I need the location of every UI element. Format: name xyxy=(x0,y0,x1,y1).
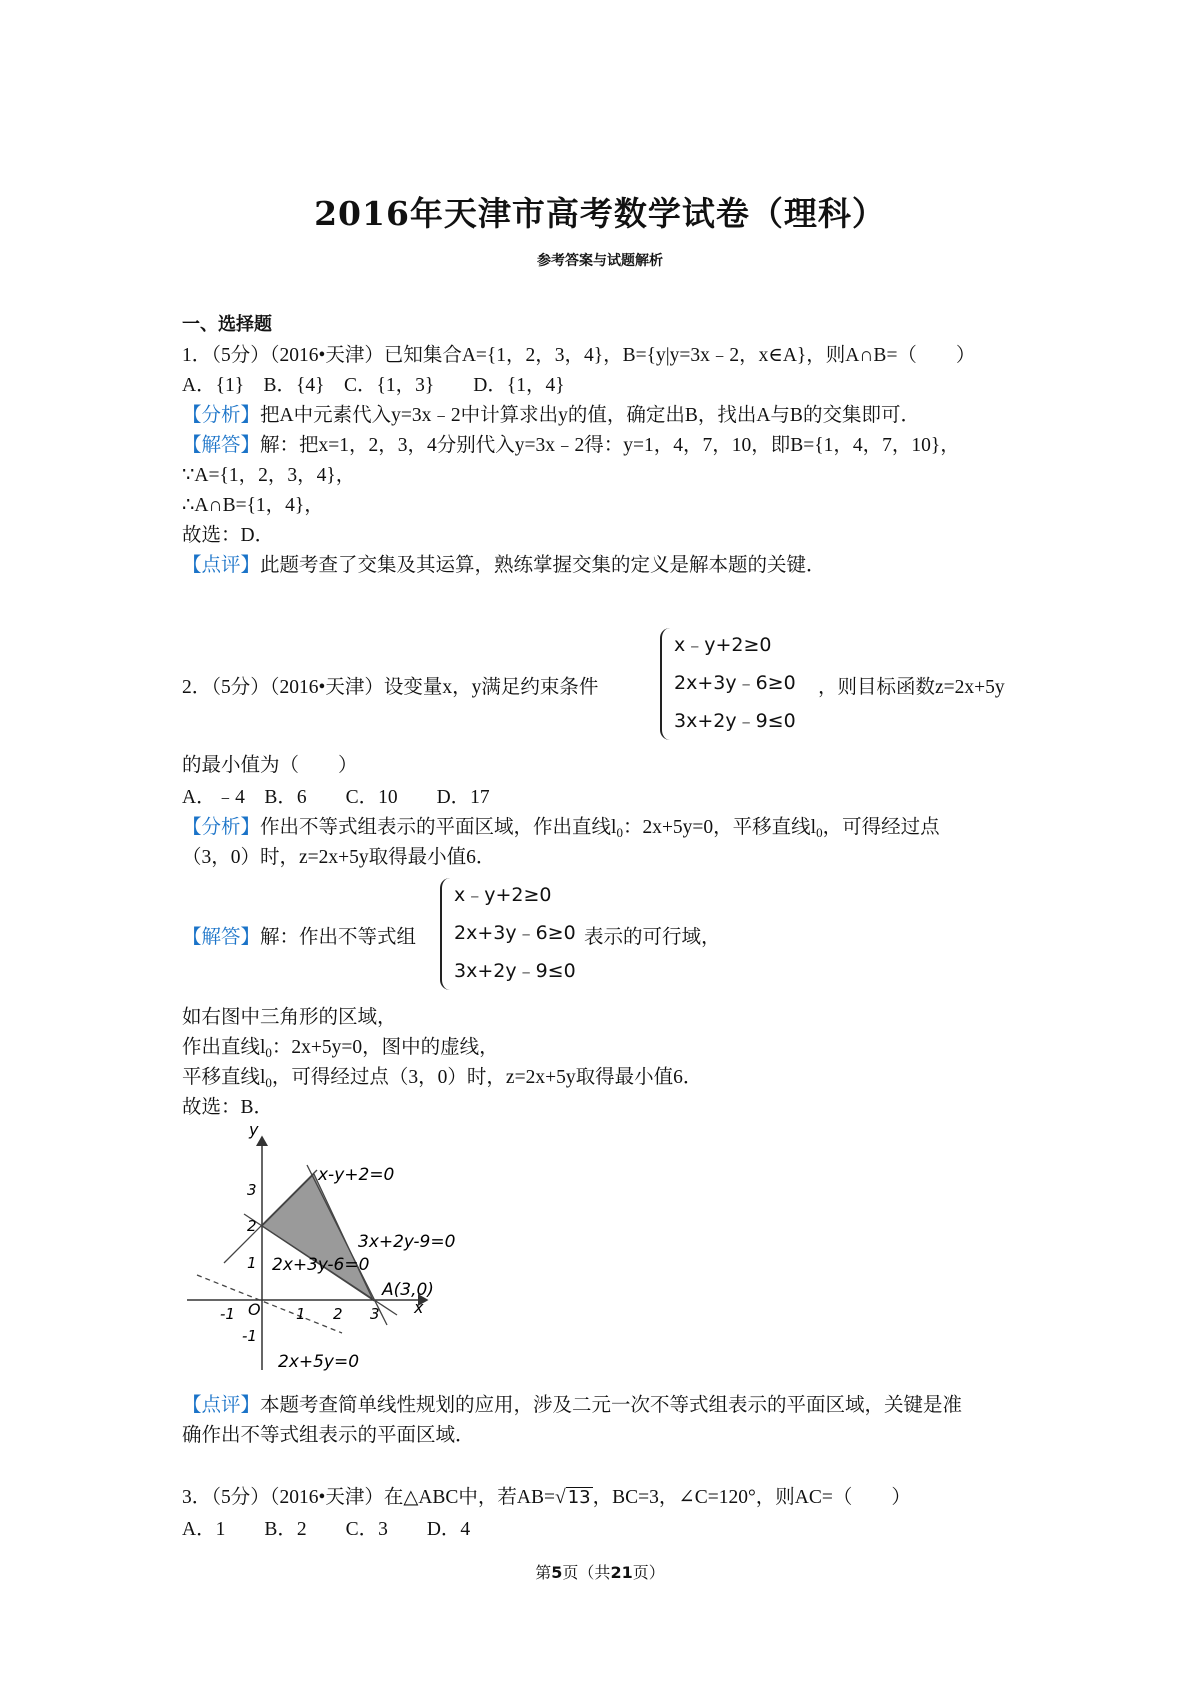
q1-choose: 故选：D． xyxy=(182,525,275,546)
q2-analysis xyxy=(182,816,940,845)
x-tick: 1 xyxy=(296,1305,306,1323)
q2-analysis-text: 作出不等式组表示的平面区域，作出直线l xyxy=(260,817,617,838)
subscript: 0 xyxy=(616,825,623,840)
page-total: 21 xyxy=(610,1563,633,1582)
q2-comment xyxy=(182,1394,962,1418)
q2-analysis-text: ，可得经过点 xyxy=(822,817,940,838)
line-label: 2x+3y-6=0 xyxy=(272,1255,370,1275)
q3-options: A．1 B．2 C．3 D．4 xyxy=(182,1519,471,1540)
q2-solution-text: 解：作出不等式组 xyxy=(260,927,417,948)
section-heading: 一、选择题 xyxy=(182,314,272,335)
constraint-2: 2x+3y﹣6≥0 xyxy=(674,672,796,694)
q2-stem-b: ，则目标函数z=2x+5y xyxy=(818,677,1005,698)
text: ，BC=3，∠C=120°，则AC=（ ） xyxy=(592,1487,911,1508)
solution-tag: 【解答】 xyxy=(182,435,261,456)
q2-analysis-text: ：2x+5y=0，平移直线l xyxy=(622,817,817,838)
y-tick: 2 xyxy=(247,1217,257,1235)
analysis-tag: 【分析】 xyxy=(182,405,261,426)
footer-text: 页（共 xyxy=(562,1563,611,1582)
q1-solution-text: 解：把x=1，2，3，4分别代入y=3x﹣2得：y=1，4，7，10，即B={1，4，7，10}， xyxy=(260,435,960,456)
q1-because: ∵A={1，2，3，4}， xyxy=(182,465,356,486)
axis-x-label: x xyxy=(414,1298,424,1317)
constraint-1: x﹣y+2≥0 xyxy=(454,884,552,906)
constraint-2: 2x+3y﹣6≥0 xyxy=(454,922,576,944)
text: 平移直线l xyxy=(182,1067,266,1088)
y-tick: 1 xyxy=(247,1254,257,1272)
page-title: 2016年天津市高考数学试卷（理科） xyxy=(314,194,886,233)
q2-sol-line2 xyxy=(182,1036,499,1065)
brace xyxy=(440,878,454,990)
q1-analysis-text: 把A中元素代入y=3x﹣2中计算求出y的值，确定出B，找出A与B的交集即可． xyxy=(260,405,920,426)
q2-stem-a: 2．（5分）（2016•天津）设变量x，y满足约束条件 xyxy=(182,677,599,698)
comment-tag: 【点评】 xyxy=(182,555,261,576)
analysis-tag: 【分析】 xyxy=(182,817,261,838)
axis-y-label: y xyxy=(249,1125,259,1139)
x-tick: 3 xyxy=(370,1305,380,1323)
subscript: 0 xyxy=(816,825,823,840)
q2-sol-line1: 如右图中三角形的区域， xyxy=(182,1007,397,1028)
q3-stem: 3．（5分）（2016•天津）在△ABC中，若AB=√ 13 ，BC=3，∠C=120°，则AC=（ ） xyxy=(182,1487,911,1508)
q2-solution-b: 表示的可行域， xyxy=(584,927,721,948)
constraint-3: 3x+2y﹣9≤0 xyxy=(454,960,576,982)
q2-analysis-line2: （3，0）时，z=2x+5y取得最小值6． xyxy=(182,847,496,868)
line-label: x-y+2=0 xyxy=(318,1165,395,1185)
q2-stem-c: 的最小值为（ ） xyxy=(182,755,358,776)
solution-tag: 【解答】 xyxy=(182,927,261,948)
text: 3．（5分）（2016•天津）在△ABC中，若AB= xyxy=(182,1487,556,1508)
page-number: 5 xyxy=(551,1563,563,1582)
y-tick: 3 xyxy=(247,1181,257,1199)
q2-constraint-system xyxy=(660,628,820,740)
q1-therefore: ∴A∩B={1，4}， xyxy=(182,495,324,516)
q1-stem: 1．（5分）（2016•天津）已知集合A={1，2，3，4}，B={y|y=3x﹣2，x∈A}，则A∩B=（ ） xyxy=(182,345,976,366)
comment-tag: 【点评】 xyxy=(182,1395,261,1416)
feasible-region-graph xyxy=(182,1125,482,1375)
dashed-line-2x-plus-5y xyxy=(197,1275,342,1333)
text: ，可得经过点（3，0）时，z=2x+5y取得最小值6． xyxy=(271,1067,703,1088)
q2-choose: 故选：B． xyxy=(182,1097,274,1118)
q1-options: A．{1} B．{4} C．{1，3} D．{1，4} xyxy=(182,375,565,396)
point-label: A(3,0) xyxy=(382,1280,434,1300)
page-footer xyxy=(0,1560,1200,1583)
x-tick: -1 xyxy=(220,1305,235,1323)
q2-comment-text: 本题考查简单线性规划的应用，涉及二元一次不等式组表示的平面区域，关键是准 xyxy=(260,1395,963,1416)
footer-text: 页） xyxy=(632,1563,665,1582)
line-label: 3x+2y-9=0 xyxy=(358,1232,456,1252)
x-tick: 2 xyxy=(333,1305,343,1323)
subscript: 0 xyxy=(265,1075,272,1090)
q2-solution xyxy=(182,926,416,950)
q2-solution-system xyxy=(440,878,600,990)
subscript: 0 xyxy=(265,1045,272,1060)
q1-solution xyxy=(182,434,960,458)
origin-label: O xyxy=(248,1300,261,1319)
constraint-3: 3x+2y﹣9≤0 xyxy=(674,710,796,732)
q2-options: A．﹣4 B．6 C．10 D．17 xyxy=(182,787,490,808)
text: 作出直线l xyxy=(182,1037,266,1058)
footer-text: 第 xyxy=(535,1563,552,1582)
q1-comment-text: 此题考查了交集及其运算，熟练掌握交集的定义是解本题的关键． xyxy=(260,555,826,576)
q1-comment xyxy=(182,554,826,578)
sqrt-radicand: 13 xyxy=(567,1487,591,1508)
page-subtitle: 参考答案与试题解析 xyxy=(537,253,663,269)
q2-sol-line3 xyxy=(182,1066,702,1095)
text: ：2x+5y=0，图中的虚线， xyxy=(271,1037,499,1058)
q1-analysis xyxy=(182,404,920,428)
y-tick: -1 xyxy=(242,1327,257,1345)
brace xyxy=(660,628,674,740)
line-label: 2x+5y=0 xyxy=(278,1352,360,1372)
constraint-1: x﹣y+2≥0 xyxy=(674,634,772,656)
q2-comment-line2: 确作出不等式组表示的平面区域． xyxy=(182,1425,475,1446)
